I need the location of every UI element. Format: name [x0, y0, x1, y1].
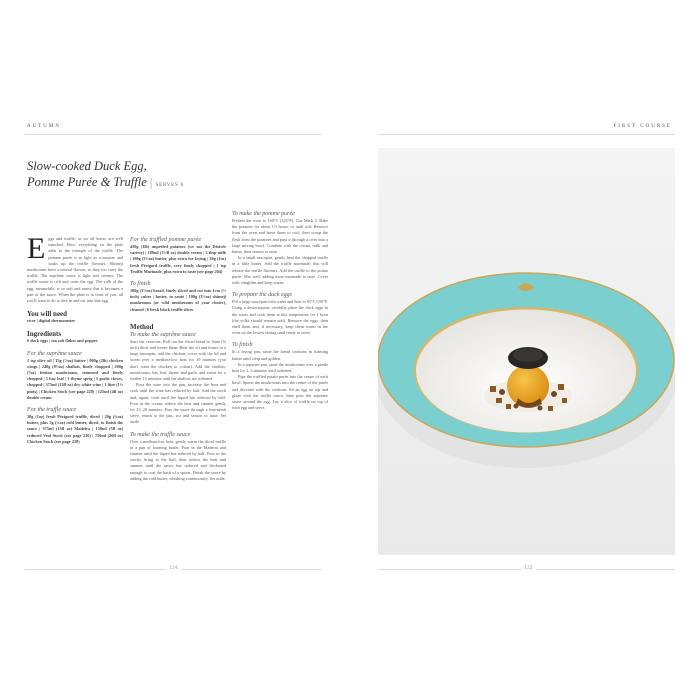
puree-heading: For the truffled pomme purée [130, 237, 201, 243]
m-finish-p2: In a separate pan, sauté the mushrooms over a gentle heat for 2–3 minutes until softened. [232, 361, 328, 374]
finish-heading: To finish [130, 281, 151, 288]
header-rule-right [378, 134, 675, 135]
m-finish-heading: To finish [232, 342, 253, 349]
finish-text: 100g (3½oz) bread, finely sliced and cut into 1cm (½ inch) cubes | butter, to sauté | 100g (3½oz) shimeji mushrooms (or wild mushrooms of your choice), cleaned | 6 fresh black truffle slices [130, 288, 226, 312]
ingredients-heading: Ingredients [27, 330, 62, 339]
ingredients-text: 6 duck eggs | sea salt flakes and pepper [27, 338, 98, 344]
m-eggs-p1: Fill a large saucepan with water and heat to 65°C/150°F. Using a dessertspoon, carefully place the duck eggs in the water and cook them at this temperature for 1 hour (the yolks should remain soft). Remove the eggs, then shell them and, if necessary, keep them warm in the oven on the lowest setting until ready to serve. [232, 299, 328, 336]
m-finish-p1: In a frying pan, sauté the bread croûtons in foaming butter until crisp and golden. [232, 349, 328, 361]
m-puree-heading: To make the pomme purée [232, 211, 295, 217]
truffle-sauce-text: 30g (1oz) fresh Périgord truffle, diced | 20g (¾oz) butter, plus 5g (¼oz) cold butter, diced, to finish the sauce | 375ml (13fl oz) Madeira | 150ml (5fl oz) reduced Veal Stock (see page 230) | 750ml (26fl oz) Chicken Stock (see page 228) [27, 414, 123, 444]
method-heading: Method [130, 322, 154, 331]
m-eggs-heading: To prepare the duck eggs [232, 292, 292, 299]
need-heading: You will need [27, 310, 68, 319]
page-number-right: 125 [521, 566, 536, 571]
m-supreme-p1: Start the croutons. Roll out the sliced bread to 3mm (⅛ inch) thick and freeze them. Heat the oil and butter in a large saucepan, add the chicken, cover with the lid and sweat over a medium-low heat for 10 minutes (you don't want the chicken to colour). Add the shallots, mushrooms, bay leaf, thyme and garlic and sweat for a further 15 minutes until the shallots are softened. [130, 338, 226, 382]
m-puree-p2: In a small saucepan, gently heat the chopped truffle in a little butter. Add the truffle marinade; this will release the truffle flavours. Add the truffle to the potato purée. Mix well, adding more marinade to taste. Cover with clingfilm and keep warm. [232, 255, 328, 286]
m-supreme-heading: To make the suprême sauce [130, 331, 196, 338]
m-puree-p1: Preheat the oven to 160°C (325°F), Gas Mark 3. Bake the potatoes for about 1½ hours, or until soft. Remove from the oven and leave them to cool, then scoop the flesh from the potatoes and pass it through a ricer into a large mixing bowl. Combine with the cream, milk and butter, then season to taste. [232, 218, 328, 255]
running-head-left: AUTUMN [27, 124, 61, 129]
dish-photo [378, 148, 675, 555]
drop-cap: E [27, 232, 46, 265]
intro: ggs and truffle, as we all know, are well matched. Here, everything on the plate adds to the triumph of the truffle. The pomme purée is as light as a mousse and soaks up the truffle flavours. Shimeji mushrooms have a neutral flavour, so they too carry the truffle. The suprême sauce is light and creamy. The truffle sauce is rich and coats the egg. The yolk of the egg, meanwhile, is so soft and runny that it becomes a part of the sauce. When the plate is in front of you, all you'll want to do is dive in and cut into that egg. [27, 236, 123, 304]
puree-text: 450g (1lb) unpeeled potatoes (we use the Désirée variety) | 100ml (3½fl oz) double cream | 2 tbsp milk | 100g (3½oz) butter, plus extra for frying | 30g (1oz) fresh Périgord truffle, very finely chopped | 1 tsp Truffle Marinade, plus extra to taste (see page 204) [130, 244, 226, 274]
column-3 [232, 210, 328, 411]
m-truffle-heading: To make the truffle sauce [130, 431, 191, 438]
supreme-text: 1 tsp olive oil | 15g (½oz) butter | 900g (2lb) chicken wings | 240g (8½oz) shallots, finely chopped | 200g (7oz) button mushrooms, trimmed and finely chopped | 1 bay leaf | 1 thyme sprig | 5 garlic cloves, chopped | 375ml (13fl oz) dry white wine | 1 litre (1¾ pints) | Chicken Stock (see page 228) | 125ml (4fl oz) double cream [27, 357, 123, 400]
page-number-left: 124 [166, 566, 181, 571]
column-1 [27, 232, 123, 445]
duck-egg [507, 365, 549, 407]
truffle-sauce-heading: For the truffle sauce [27, 407, 77, 414]
title-line-1: Slow-cooked Duck Egg, [27, 159, 147, 173]
column-2 [130, 236, 226, 482]
need-text: ricer | digital thermometer [27, 318, 76, 324]
running-head-right: FIRST COURSE [613, 124, 672, 129]
header-rule [25, 134, 322, 135]
recipe-title: Slow-cooked Duck Egg, Pomme Purée & Truffle | SERVES 6 [27, 159, 184, 189]
m-finish-p3: Pipe the truffled potato purée into the centre of each bowl. Spoon the mushrooms into the centre of the purée and decorate with the croûtons. Sit an egg on top and glaze with the truffle sauce, then pour the suprême sauce around the egg. Lay a slice of truffle on top of each egg and serve. [232, 374, 328, 411]
supreme-heading: For the suprême sauce [27, 350, 82, 357]
title-line-2: Pomme Purée & Truffle [27, 175, 147, 189]
m-truffle-p1: Over a medium-low heat, gently warm the diced truffle in a pan of foaming butter. Pour in the Madeira and simmer until the liquid has reduced by half. Pour in the stocks, bring to the boil, then reduce the heat and simmer until the sauce has reduced and thickened enough to coat the back of a spoon. Finish the sauce by adding the cold butter, whisking continuously. Set aside. [130, 438, 226, 481]
serves: SERVES 6 [155, 183, 184, 188]
m-supreme-p2: Pour the wine into the pan, increase the heat and cook until the wine has reduced by half. Add the stock and, again, cook until the liquid has reduced by half. Pour in the cream, reduce the heat and simmer gently for 15–20 minutes. Pass the sauce through a fine-mesh sieve, return to the pan, stir and season to taste. Set aside. [130, 382, 226, 425]
